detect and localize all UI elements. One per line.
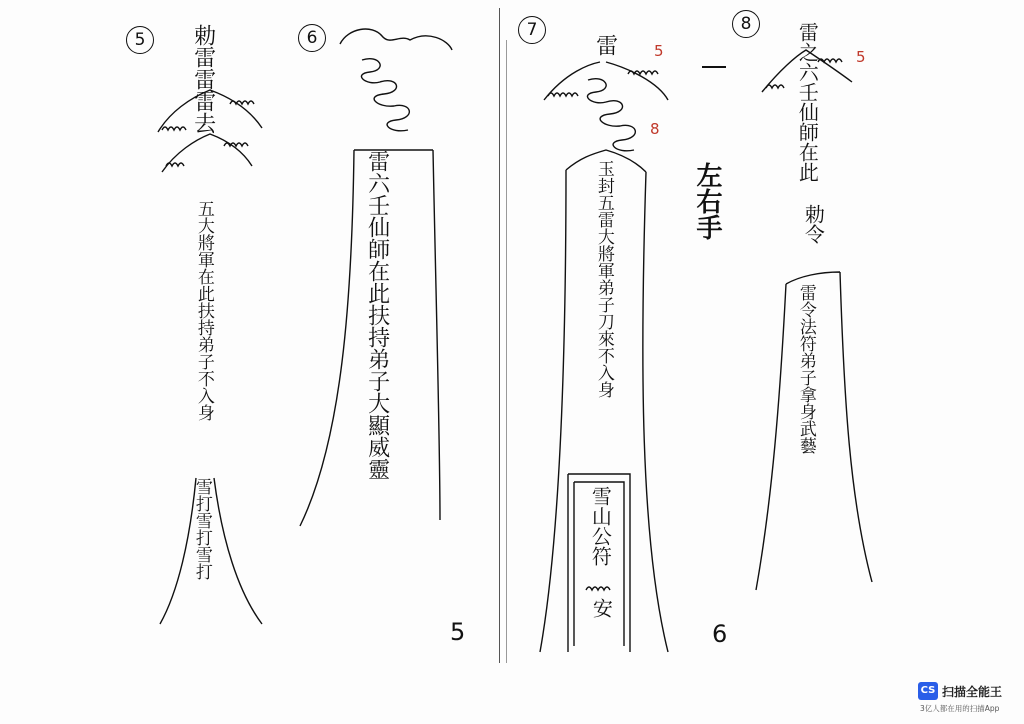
talisman-5-column: 五大將軍在此扶持弟子不入身: [193, 200, 214, 421]
talisman-7-box-bottom: 安: [589, 598, 614, 618]
talisman-number-8: 8: [732, 10, 760, 38]
t7-box-curls: [586, 587, 610, 590]
talisman-7-column: 玉封五雷大將軍弟子刀來不入身: [593, 160, 614, 398]
talisman-7-top-glyph: 雷: [592, 34, 618, 56]
talisman-8-lower: 雷令法符弟子拿身武藝: [795, 284, 816, 454]
side-label: 左右手: [692, 162, 722, 240]
red-annotation-8: 8: [650, 120, 660, 138]
talisman-number-6: 6: [298, 24, 326, 52]
t7-wing-curls: [548, 71, 658, 96]
talisman-7-box-text: 雪山公符: [588, 486, 613, 566]
talisman-number-7: 7: [518, 16, 546, 44]
wing-5-lower: [162, 134, 252, 172]
talisman-8-middle: 勅令: [801, 204, 826, 244]
talisman-6-column: 雷六壬仙師在此扶持弟子大顯威靈: [364, 150, 390, 480]
page-number-right: 6: [712, 620, 728, 648]
scanner-app-tagline: 3亿人都在用的扫描App: [920, 704, 1000, 713]
page-number-left: 5: [450, 618, 466, 646]
talisman-5-strikes: 雪打雪打雪打: [191, 478, 212, 580]
scanner-app-badge: [918, 682, 1004, 716]
dash-mark: [702, 66, 726, 68]
t7-knots: [587, 79, 635, 151]
talisman-5-top-glyphs: 勅雷雷雷去: [190, 24, 216, 134]
t6-knots: [361, 59, 409, 131]
wing-5-lower-curls: [166, 143, 248, 166]
talisman-number-5: 5: [126, 26, 154, 54]
t6-top-curl: [340, 29, 452, 50]
scanner-app-name: 扫描全能王: [942, 685, 1003, 699]
red-annotation-5-left: 5: [654, 42, 664, 60]
t7-wings: [544, 62, 668, 100]
talisman-8-column: 雷之六壬仙師在此: [795, 22, 820, 182]
red-annotation-5-right: 5: [856, 48, 866, 66]
cs-logo-icon: CS: [918, 682, 938, 700]
